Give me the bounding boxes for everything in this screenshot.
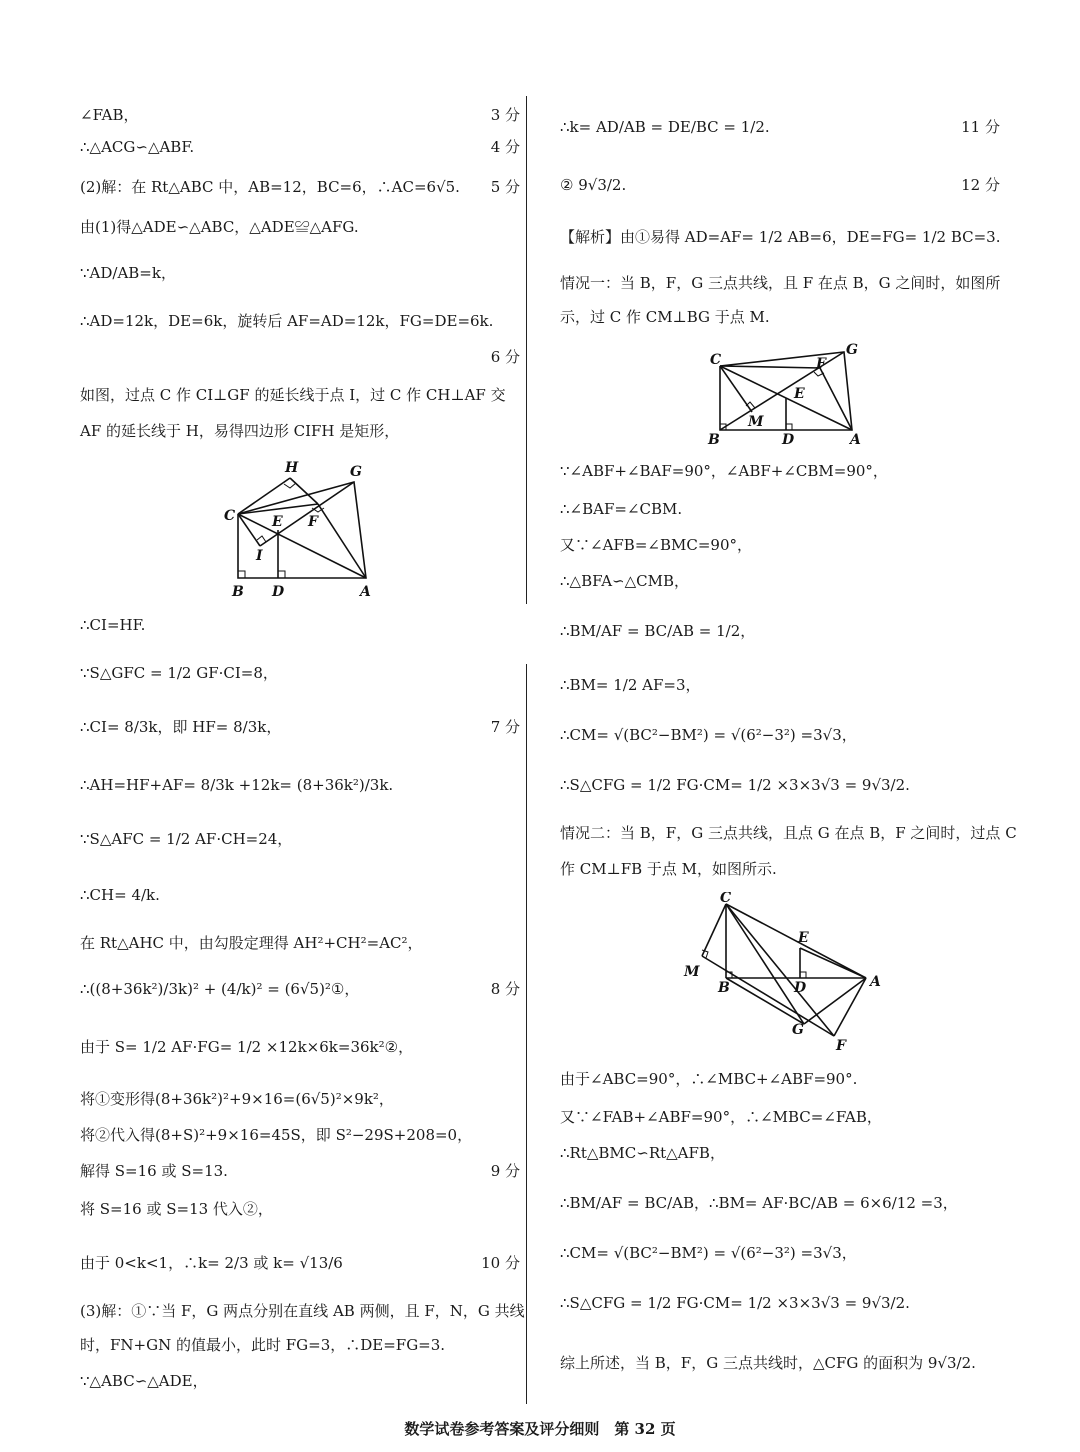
solution-line: ∴△BFA∽△CMB， (560, 572, 690, 590)
solution-line: ② 9√3/2. 12 分 (560, 176, 1000, 194)
score-label: 11 分 (961, 118, 1000, 136)
svg-text:D: D (794, 980, 807, 996)
solution-line: ∴CI= 8/3k，即 HF= 8/3k， 7 分 (80, 718, 520, 736)
solution-line: ∵S△GFC = 1/2 GF·CI=8， (80, 664, 278, 682)
solution-line: ∴BM= 1/2 AF=3， (560, 676, 701, 694)
solution-line: 将②代入得(8+S)²+9×16=45S，即 S²−29S+208=0， (80, 1126, 473, 1144)
solution-line: 又∵∠FAB+∠ABF=90°，∴∠MBC=∠FAB， (560, 1108, 882, 1126)
solution-line: ∴CM= √(BC²−BM²) = √(6²−3²) =3√3， (560, 726, 857, 744)
score-label: 5 分 (490, 178, 520, 196)
solution-line: 又∵∠AFB=∠BMC=90°， (560, 536, 752, 554)
svg-text:G: G (350, 464, 362, 480)
solution-line: ∴BM/AF = BC/AB = 1/2， (560, 622, 756, 640)
solution-line: ∴AH=HF+AF= 8/3k +12k= (8+36k²)/3k. (80, 776, 394, 794)
svg-text:A: A (870, 974, 881, 990)
solution-line: (2)解：在 Rt△ABC 中，AB=12，BC=6，∴AC=6√5. 5 分 (80, 178, 520, 196)
solution-line: ∴CM= √(BC²−BM²) = √(6²−3²) =3√3， (560, 1244, 857, 1262)
solution-line: ∵△ABC∽△ADE， (80, 1372, 208, 1390)
geometry-figure-2 (700, 338, 870, 452)
svg-text:E: E (272, 514, 283, 530)
geometry-figure-3 (680, 892, 890, 1056)
solution-line: ∴((8+36k²)/3k)² + (4/k)² = (6√5)²①， 8 分 (80, 980, 520, 998)
solution-line: ∠FAB， 3 分 (80, 106, 520, 124)
solution-line: ∴k= AD/AB = DE/BC = 1/2. 11 分 (560, 118, 1000, 136)
svg-text:E: E (798, 930, 809, 946)
solution-line: 示，过 C 作 CM⊥BG 于点 M. (560, 308, 770, 326)
score-label: 9 分 (490, 1162, 520, 1180)
solution-line: 由(1)得△ADE∽△ABC，△ADE≌△AFG. (80, 218, 359, 236)
svg-text:C: C (710, 352, 722, 368)
solution-line: ∴∠BAF=∠CBM. (560, 500, 683, 518)
solution-line: 情况一：当 B，F，G 三点共线，且 F 在点 B，G 之间时，如图所 (560, 274, 1001, 292)
solution-line: 将 S=16 或 S=13 代入②， (80, 1200, 273, 1218)
svg-text:C: C (224, 508, 236, 524)
solution-line: ∵∠ABF+∠BAF=90°，∠ABF+∠CBM=90°， (560, 462, 888, 480)
score-label: 10 分 (481, 1254, 520, 1272)
score-label: 6 分 (490, 348, 520, 366)
solution-line: ∵AD/AB=k， (80, 264, 176, 282)
score-label: 7 分 (490, 718, 520, 736)
svg-text:D: D (782, 432, 795, 448)
svg-text:F: F (816, 356, 826, 372)
score-label: 4 分 (490, 138, 520, 156)
page-footer: 数学试卷参考答案及评分细则 第 32 页 (404, 1420, 676, 1438)
svg-text:I: I (256, 548, 263, 564)
solution-line: ∴△ACG∽△ABF. 4 分 (80, 138, 520, 156)
geometry-figure-1 (220, 458, 380, 604)
svg-text:F: F (308, 514, 318, 530)
solution-line: AF 的延长线于 H，易得四边形 CIFH 是矩形， (80, 422, 400, 440)
solution-line: ∴BM/AF = BC/AB，∴BM= AF·BC/AB = 6×6/12 =3， (560, 1194, 958, 1212)
solution-line: ∴AD=12k，DE=6k，旋转后 AF=AD=12k，FG=DE=6k. (80, 312, 494, 330)
svg-text:H: H (285, 460, 299, 476)
solution-line: 解得 S=16 或 S=13. 9 分 (80, 1162, 520, 1180)
solution-line: 如图，过点 C 作 CI⊥GF 的延长线于点 I，过 C 作 CH⊥AF 交 (80, 386, 506, 404)
solution-line: ∴Rt△BMC∽Rt△AFB， (560, 1144, 725, 1162)
svg-text:B: B (232, 584, 244, 600)
svg-text:G: G (792, 1022, 804, 1038)
column-divider (526, 96, 527, 604)
svg-text:E: E (794, 386, 805, 402)
solution-line: 由于 S= 1/2 AF·FG= 1/2 ×12k×6k=36k²②， (80, 1038, 414, 1056)
solution-line: 在 Rt△AHC 中，由勾股定理得 AH²+CH²=AC²， (80, 934, 423, 952)
solution-line: 【解析】由①易得 AD=AF= 1/2 AB=6，DE=FG= 1/2 BC=3. (560, 228, 1001, 246)
svg-text:M: M (748, 414, 764, 430)
svg-text:A: A (360, 584, 371, 600)
score-label: 12 分 (961, 176, 1000, 194)
svg-text:B: B (708, 432, 720, 448)
svg-text:F: F (836, 1038, 846, 1054)
solution-line: 作 CM⊥FB 于点 M，如图所示. (560, 860, 777, 878)
solution-line: 由于∠ABC=90°，∴∠MBC+∠ABF=90°. (560, 1070, 858, 1088)
svg-text:A: A (850, 432, 861, 448)
score-label: 3 分 (490, 106, 520, 124)
solution-line: 由于 0<k<1，∴k= 2/3 或 k= √13/6 10 分 (80, 1254, 520, 1272)
solution-line: 情况二：当 B，F，G 三点共线，且点 G 在点 B，F 之间时，过点 C (560, 824, 1017, 842)
svg-text:C: C (720, 892, 732, 906)
svg-text:D: D (272, 584, 285, 600)
solution-line: 时，FN+GN 的值最小，此时 FG=3，∴DE=FG=3. (80, 1336, 446, 1354)
solution-line: ∴S△CFG = 1/2 FG·CM= 1/2 ×3×3√3 = 9√3/2. (560, 776, 910, 794)
solution-line: (3)解：①∵当 F，G 两点分别在直线 AB 两侧，且 F，N，G 共线 (80, 1302, 525, 1320)
svg-text:B: B (718, 980, 730, 996)
column-divider (526, 664, 527, 1404)
solution-line: ∴S△CFG = 1/2 FG·CM= 1/2 ×3×3√3 = 9√3/2. (560, 1294, 910, 1312)
solution-line: 综上所述，当 B，F，G 三点共线时，△CFG 的面积为 9√3/2. (560, 1354, 976, 1372)
solution-line: 将①变形得(8+36k²)²+9×16=(6√5)²×9k²， (80, 1090, 394, 1108)
solution-line: ∵S△AFC = 1/2 AF·CH=24， (80, 830, 293, 848)
solution-line: ∴CI=HF. (80, 616, 146, 634)
score-label: 8 分 (490, 980, 520, 998)
solution-line: ∴CH= 4/k. (80, 886, 160, 904)
svg-text:M: M (684, 964, 700, 980)
svg-text:G: G (846, 342, 858, 358)
